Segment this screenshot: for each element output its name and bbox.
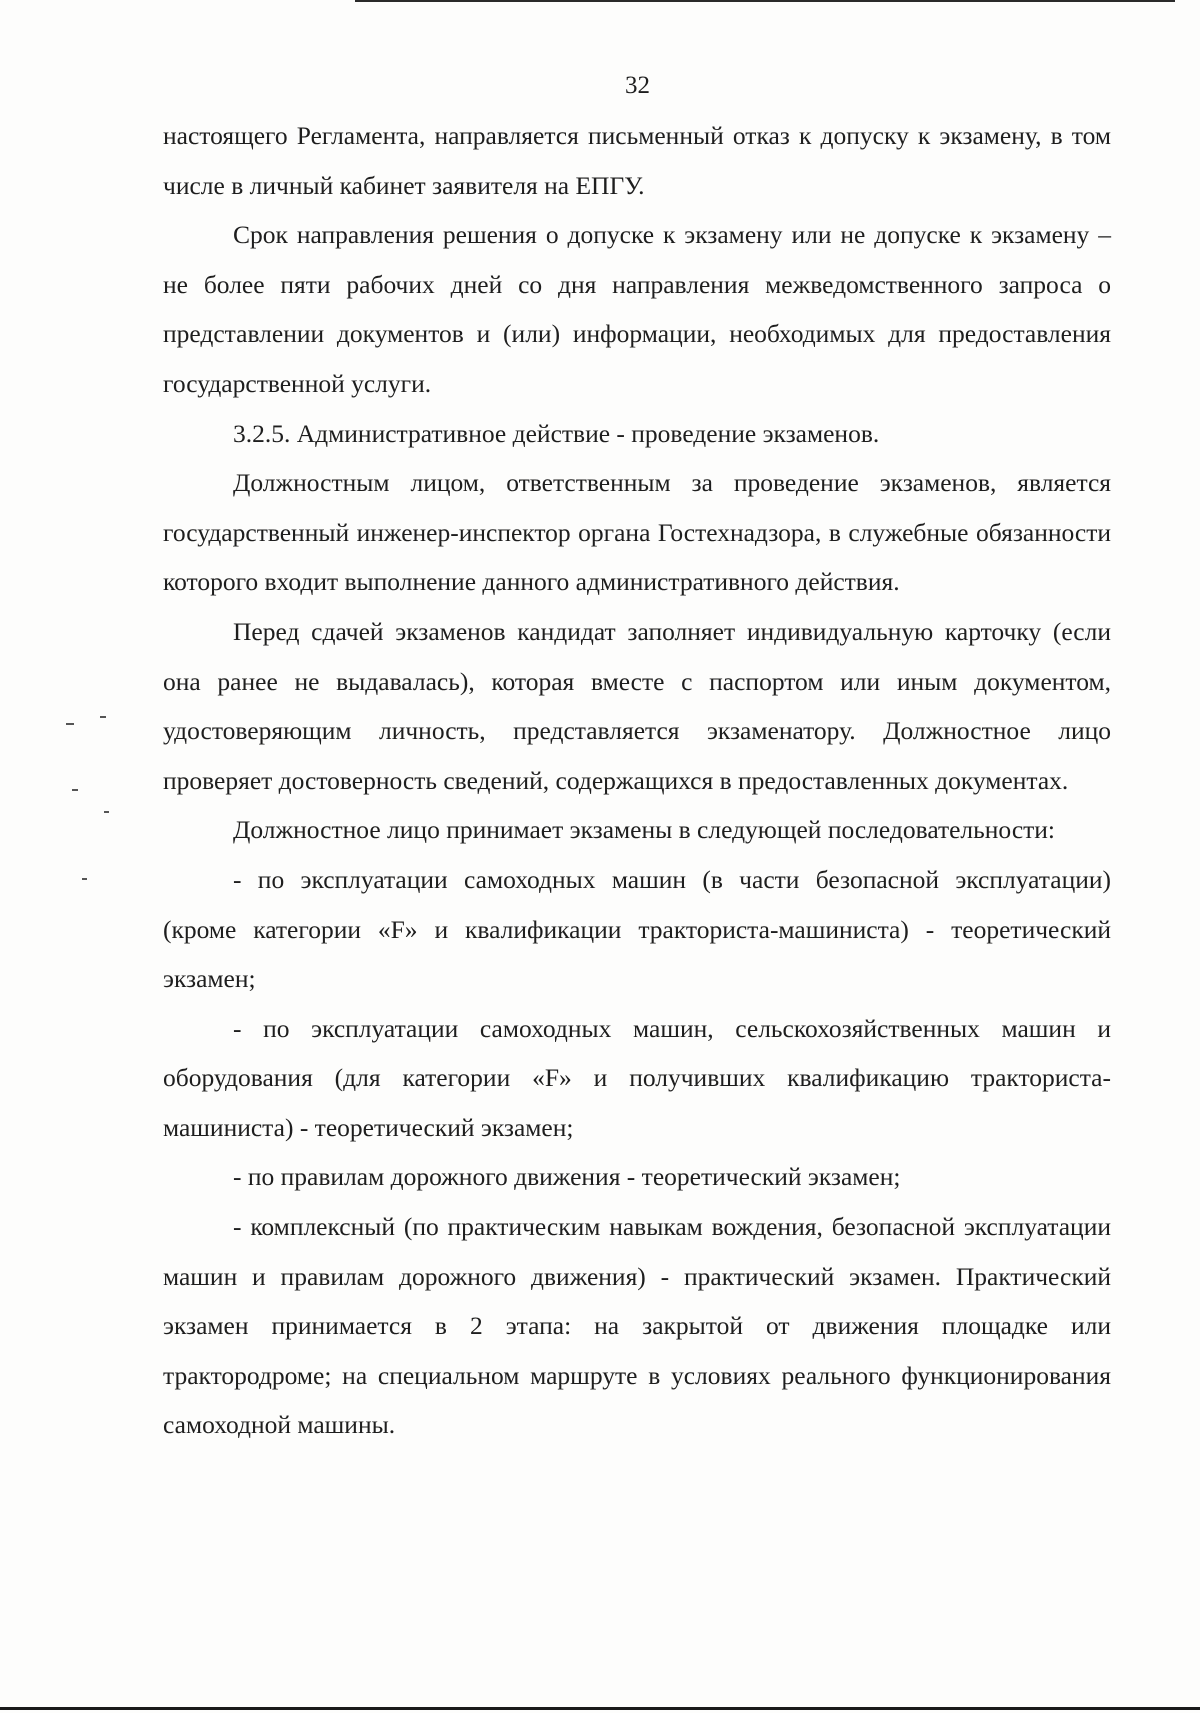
list-item-exam-safe-operation: - по эксплуатации самоходных машин (в части безопасной эксплуатации) (кроме категории «F» и квалификации тракториста-машиниста) - теоретический экзамен; (163, 864, 1111, 994)
scan-edge-top (355, 0, 1175, 2)
scan-speck (104, 811, 109, 813)
scan-edge-bottom (0, 1707, 1200, 1710)
scan-speck (66, 723, 74, 725)
scan-speck (72, 789, 78, 791)
paragraph-decision-deadline: Срок направления решения о допуске к экзамену или не допуске к экзамену – не более пяти рабочих дней со дня направления межведомственного запроса о представлении документов и (или) информации, необходимых для предоставления государственной услуги. (163, 220, 1111, 398)
scan-speck (100, 716, 106, 718)
paragraph-candidate-card: Перед сдачей экзаменов кандидат заполняет индивидуальную карточку (если она ранее не выдавалась), которая вместе с паспортом или иным документом, удостоверяющим личность, представляется экзаменатору. Должностное лицо проверяет достоверность сведений, содержащихся в предоставленных документах. (163, 616, 1111, 795)
page-number: 32 (625, 72, 650, 99)
paragraph-section-heading: 3.2.5. Административное действие - проведение экзаменов. (233, 418, 880, 448)
paragraph-refusal-notice: настоящего Регламента, направляется письменный отказ к допуску к экзамену, в том числе в личный кабинет заявителя на ЕПГУ. (163, 121, 1111, 200)
scan-speck (82, 878, 87, 880)
paragraph-responsible-official: Должностным лицом, ответственным за проведение экзаменов, является государственный инженер-инспектор органа Гостехнадзора, в служебные обязанности которого входит выполнение данного административного действия. (163, 468, 1111, 597)
list-item-exam-practical: - комплексный (по практическим навыкам вождения, безопасной эксплуатации машин и правилам дорожного движения) - практический экзамен. Практический экзамен принимается в 2 этапа: на закрытой от движения площадке или трактородроме; на специальном маршруте в условиях реального функционирования самоходной машины. (163, 1212, 1111, 1440)
list-item-exam-category-f: - по эксплуатации самоходных машин, сельскохозяйственных машин и оборудования (для категории «F» и получивших квалификацию тракториста-машиниста) - теоретический экзамен; (163, 1013, 1111, 1142)
paragraph-exam-sequence: Должностное лицо принимает экзамены в следующей последовательности: (233, 815, 1056, 845)
document-body (163, 111, 1111, 1450)
list-item-exam-traffic-rules: - по правилам дорожного движения - теоретический экзамен; (233, 1162, 901, 1192)
